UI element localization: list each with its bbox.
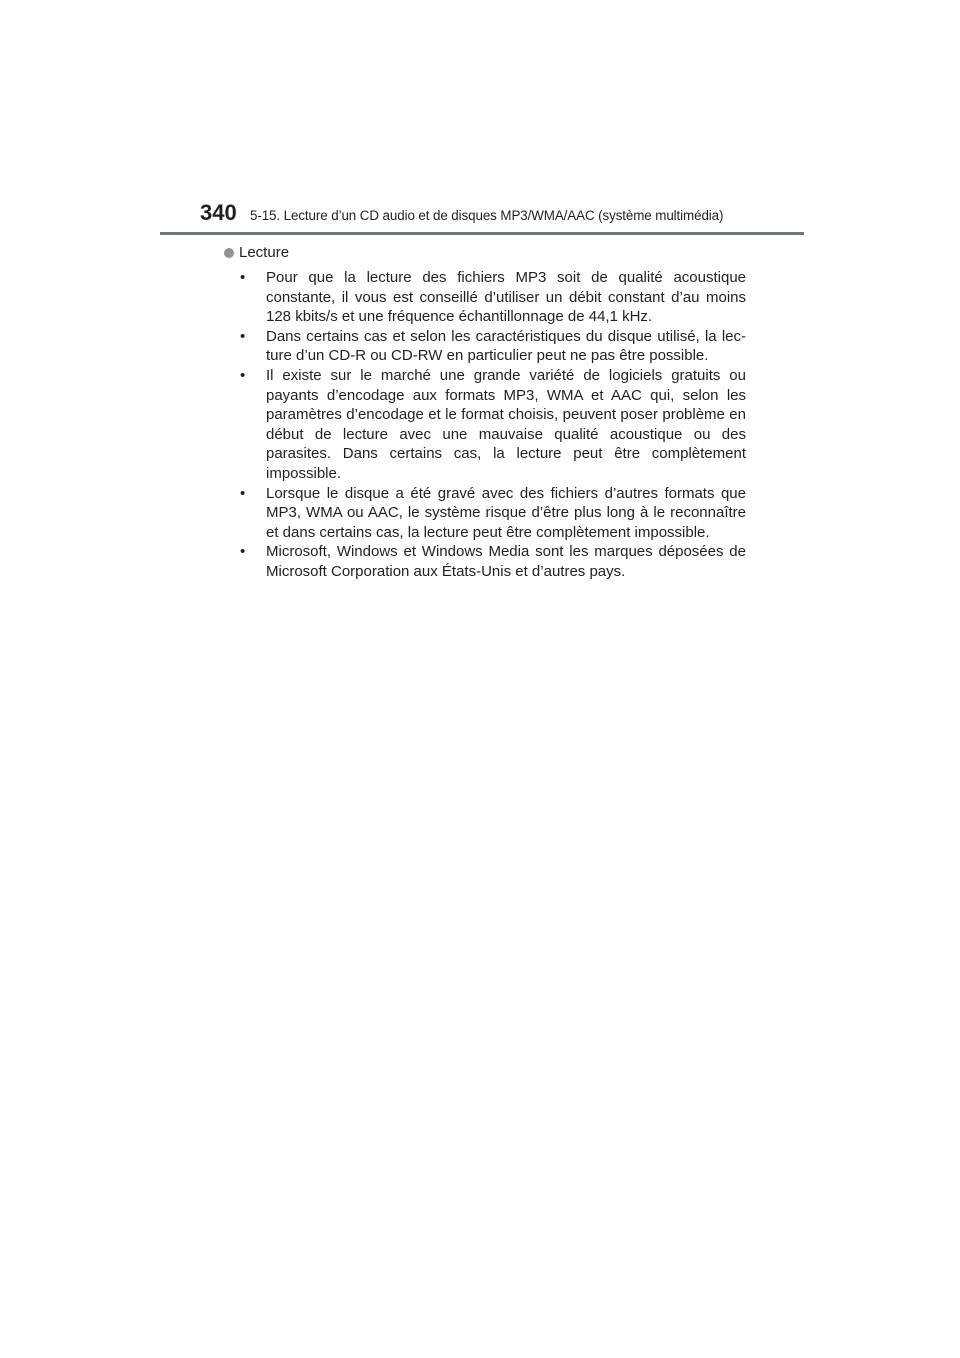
list-item xyxy=(224,542,746,581)
list-item-text: Il existe sur le marché une grande variété de logiciels gratuits ou payants d’encodage aux formats MP3, WMA et AAC qui, selon les paramètres d’encodage et le format choisis, peuvent poser problème en début de lecture avec une mauvaise qualité acoustique ou des parasites. Dans certains cas, la lecture peut être complètement impossible. xyxy=(266,366,746,482)
list-item xyxy=(224,327,746,366)
list-item-text: Dans certains cas et selon les caractéristiques du disque utilisé, la lec-ture d’un CD-R ou CD-RW en particulier peut ne pas être possible. xyxy=(266,327,746,365)
section-heading-text: Lecture xyxy=(239,244,290,261)
bullet-list xyxy=(224,268,746,582)
list-item xyxy=(224,484,746,543)
bullet-mark: • xyxy=(240,366,246,384)
list-item-text: Lorsque le disque a été gravé avec des fichiers d’autres formats que MP3, WMA ou AAC, le système risque d’être plus long à le reconnaître et dans certains cas, la lecture peut être complètement impossible. xyxy=(266,484,746,541)
bullet-mark: • xyxy=(240,269,246,286)
section-heading xyxy=(224,243,746,262)
bullet-mark: • xyxy=(240,327,246,345)
running-header: 5-15. Lecture d’un CD audio et de disques MP3/WMA/AAC (système multimédia) xyxy=(250,208,724,223)
header-divider xyxy=(160,232,804,235)
list-item xyxy=(224,268,746,327)
page-number: 340 xyxy=(200,200,237,225)
list-item-text: Pour que la lecture des fichiers MP3 soit de qualité acoustique constante, il vous est conseillé d’utiliser un débit constant d’au moins 128 kbits/s et une fréquence échantillonnage de 44,1 kHz. xyxy=(266,269,746,326)
list-item-text: Microsoft, Windows et Windows Media sont les marques déposées de Microsoft Corporation aux États-Unis et d’autres pays. xyxy=(266,543,746,580)
bullet-mark: • xyxy=(240,484,246,502)
lecture-section xyxy=(224,243,746,582)
list-item xyxy=(224,366,746,484)
circle-bullet-icon xyxy=(224,248,234,258)
bullet-mark: • xyxy=(240,543,246,561)
